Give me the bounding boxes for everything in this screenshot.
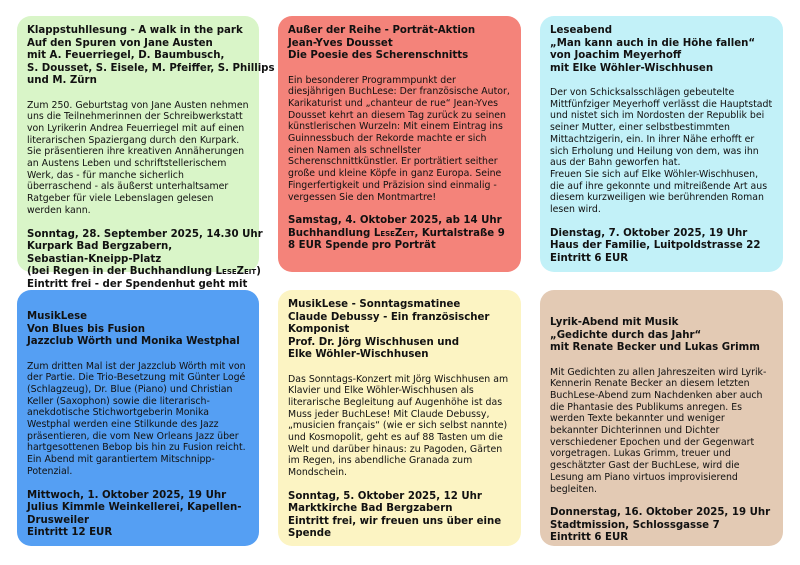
- event-price: 8 EUR Spende pro Porträt: [288, 240, 436, 252]
- event-date: Dienstag, 7. Oktober 2025, 19 Uhr: [550, 227, 748, 239]
- event-price: Eintritt frei - der Spendenhut geht mit: [27, 278, 248, 290]
- event-card-leseabend: [540, 16, 783, 272]
- event-card-debussy: [278, 290, 521, 546]
- event-title-line: MusikLese: [27, 311, 88, 322]
- event-title-line: Claude Debussy - Ein französischer: [288, 311, 490, 323]
- event-title-line: Außer der Reihe - Porträt-Aktion: [288, 25, 476, 36]
- event-title-line: „Man kann auch in die Höhe fallen“: [550, 37, 756, 49]
- event-title-line: Die Poesie des Scherenschnitts: [288, 50, 469, 61]
- event-description: Ein besonderer Programmpunkt der diesjährigen BuchLese: Der französische Autor, Karikaturist und „chanteur de rue“ Jean-Yves Dousset kehrt an diesem Tag zurück zu seinen künstlerischen Wurzeln: Mit einem Eintrag ins Guinnessbuch der Rekorde machte er sich einen Namen als schnellster Scherenschnittkünstler. Er porträtiert seither große und kleine Köpfe in ganz Europa. Seine Fingerfertigkeit und Präzision sind einmalig - vergessen Sie den Montmartre!: [288, 74, 510, 203]
- event-info: [550, 228, 773, 266]
- event-info: [288, 491, 511, 541]
- event-title: [550, 25, 773, 75]
- event-price: Eintritt frei, wir freuen uns über eine: [288, 515, 502, 527]
- event-price: Eintritt 6 EUR: [550, 252, 629, 264]
- event-description: Mit Gedichten zu allen Jahreszeiten wird Lyrik-Kennerin Renate Becker an diesem letzten BuchLese-Abend zum Nachdenken aber auch die Phantasie des Publikums anregen. Es werden Texte bekannter und weniger bekannter Dichterinnen und Dichter verschiedener Epochen und der Gegenwart vorgetragen. Lukas Grimm, treuer und geschätzter Gast der BuchLese, wird die Lesung am Piano virtuos improvisierend begleiten.: [550, 366, 767, 495]
- event-title-line: MusikLese - Sonntagsmatinee: [288, 299, 461, 310]
- event-title-line: Jean-Yves Dousset: [288, 37, 393, 49]
- event-title-line: und M. Zürn: [27, 75, 97, 86]
- event-title-line: Elke Wöhler-Wischhusen: [288, 349, 429, 360]
- event-title-line: mit Renate Becker und Lukas Grimm: [550, 342, 760, 353]
- event-title-line: Von Blues bis Fusion: [27, 323, 146, 335]
- event-address: Sebastian-Kneipp-Platz: [27, 253, 162, 265]
- event-title-line: Prof. Dr. Jörg Wischhusen und: [288, 336, 460, 348]
- event-venue: Julius Kimmle Weinkellerei, Kapellen-: [27, 502, 242, 514]
- event-title: [27, 25, 275, 88]
- event-title-line: Auf den Spuren von Jane Austen: [27, 37, 213, 49]
- event-title-line: Komponist: [288, 324, 350, 335]
- event-info: [550, 507, 773, 545]
- event-title-line: Klappstuhllesung - A walk in the park: [27, 25, 243, 36]
- event-title: [27, 311, 249, 349]
- event-venue-line2: Drusweiler: [27, 514, 90, 526]
- event-title: [550, 317, 773, 355]
- event-description: Zum 250. Geburtstag von Jane Austen nehmen uns die Teilnehmerinnen der Schreibwerkstatt von Lyrikerin Andrea Feuerriegel mit auf einen literarischen Spaziergang durch den Kurpark. Sie präsentieren ihre kreativen Annäherungen an Austens Leben und schriftstellerischem Werk, das - für manche sicherlich überraschend - als äußerst unterhaltsamer Ratgeber für viele Lebenslagen gelesen werden kann.: [27, 99, 249, 216]
- event-price: Eintritt 12 EUR: [27, 527, 113, 539]
- event-date: Sonntag, 5. Oktober 2025, 12 Uhr: [288, 490, 482, 502]
- event-venue: Buchhandlung LeseZeit, Kurtalstraße 9: [288, 227, 505, 239]
- event-info: [27, 228, 263, 292]
- event-title-line: Jazzclub Wörth und Monika Westphal: [27, 336, 240, 347]
- event-price: Eintritt 6 EUR: [550, 532, 629, 544]
- event-date: Donnerstag, 16. Oktober 2025, 19 Uhr: [550, 507, 771, 519]
- event-card-jane-austen: [17, 16, 275, 290]
- event-date: Samstag, 4. Oktober 2025, ab 14 Uhr: [288, 215, 502, 227]
- event-title-line: Leseabend: [550, 25, 612, 36]
- event-card-jazz: [17, 290, 259, 546]
- event-description: Das Sonntags-Konzert mit Jörg Wischhusen am Klavier und Elke Wöhler-Wischhusen als literarische Begleitung auf Augenhöhe ist das Muss jeder BuchLese! Mit Claude Debussy, „musicien français“ (wie er sich selbst nannte) und Kosmopolit, geht es auf 88 Tasten um die Welt und darüber hinaus: zu Pagoden, Gärten im Regen, ins abendliche Granada zum Mondschein.: [288, 373, 509, 479]
- event-info: [288, 215, 511, 253]
- event-title-line: S. Dousset, S. Eisele, M. Pfeiffer, S. Phillips: [27, 62, 275, 74]
- event-price-line2: Spende: [288, 528, 331, 540]
- event-title-line: mit Elke Wöhler-Wischhusen: [550, 62, 714, 74]
- event-date: Sonntag, 28. September 2025, 14.30 Uhr: [27, 228, 263, 240]
- event-venue: Haus der Familie, Luitpoldstrasse 22: [550, 240, 761, 252]
- event-date: Mittwoch, 1. Oktober 2025, 19 Uhr: [27, 489, 227, 501]
- event-card-scherenschnitt: [278, 16, 521, 272]
- event-title-line: von Joachim Meyerhoff: [550, 50, 682, 61]
- event-card-lyrik: [540, 290, 783, 546]
- event-title-line: Lyrik-Abend mit Musik: [550, 317, 679, 328]
- event-info: [27, 490, 249, 540]
- event-venue: Stadtmission, Schlossgasse 7: [550, 519, 720, 531]
- event-title-line: mit A. Feuerriegel, D. Baumbusch,: [27, 50, 225, 61]
- event-description: Zum dritten Mal ist der Jazzclub Wörth mit von der Partie. Die Trio-Besetzung mit Günter Logé (Schlagzeug), Dr. Blue (Piano) und Christian Keller (Saxophon) sowie die literarisch-anekdotische Stichwortgeberin Monika Westphal werden eine Stilkunde des Jazz präsentieren, die vom New Orleans Jazz über hartgesottenen Bebop bis hin zu Fusion reicht. Ein Abend mit garantiertem Mitschnipp-Potenzial.: [27, 360, 246, 477]
- event-description: Der von Schicksalsschlägen gebeutelte Mittfünfziger Meyerhoff verlässt die Hauptstadt und nistet sich im Nordosten der Republik bei seiner Mutter, einer selbstbestimmten Mittachtzigerin, ein. In ihrer Nähe erhofft er sich Erholung und Heilung von dem, was ihn aus der Bahn geworfen hat. Freuen Sie sich auf Elke Wöhler-Wischhusen, die auf ihre gekonnte und mitreißende Art aus diesem kurzweiligen wie berührenden Roman lesen wird.: [550, 87, 773, 216]
- event-note: (bei Regen in der Buchhandlung LeseZeit): [27, 266, 261, 278]
- event-venue: Marktkirche Bad Bergzabern: [288, 503, 453, 515]
- event-title: [288, 25, 511, 63]
- event-venue: Kurpark Bad Bergzabern,: [27, 241, 173, 253]
- event-title-line: „Gedichte durch das Jahr“: [550, 329, 702, 341]
- event-title: [288, 299, 511, 362]
